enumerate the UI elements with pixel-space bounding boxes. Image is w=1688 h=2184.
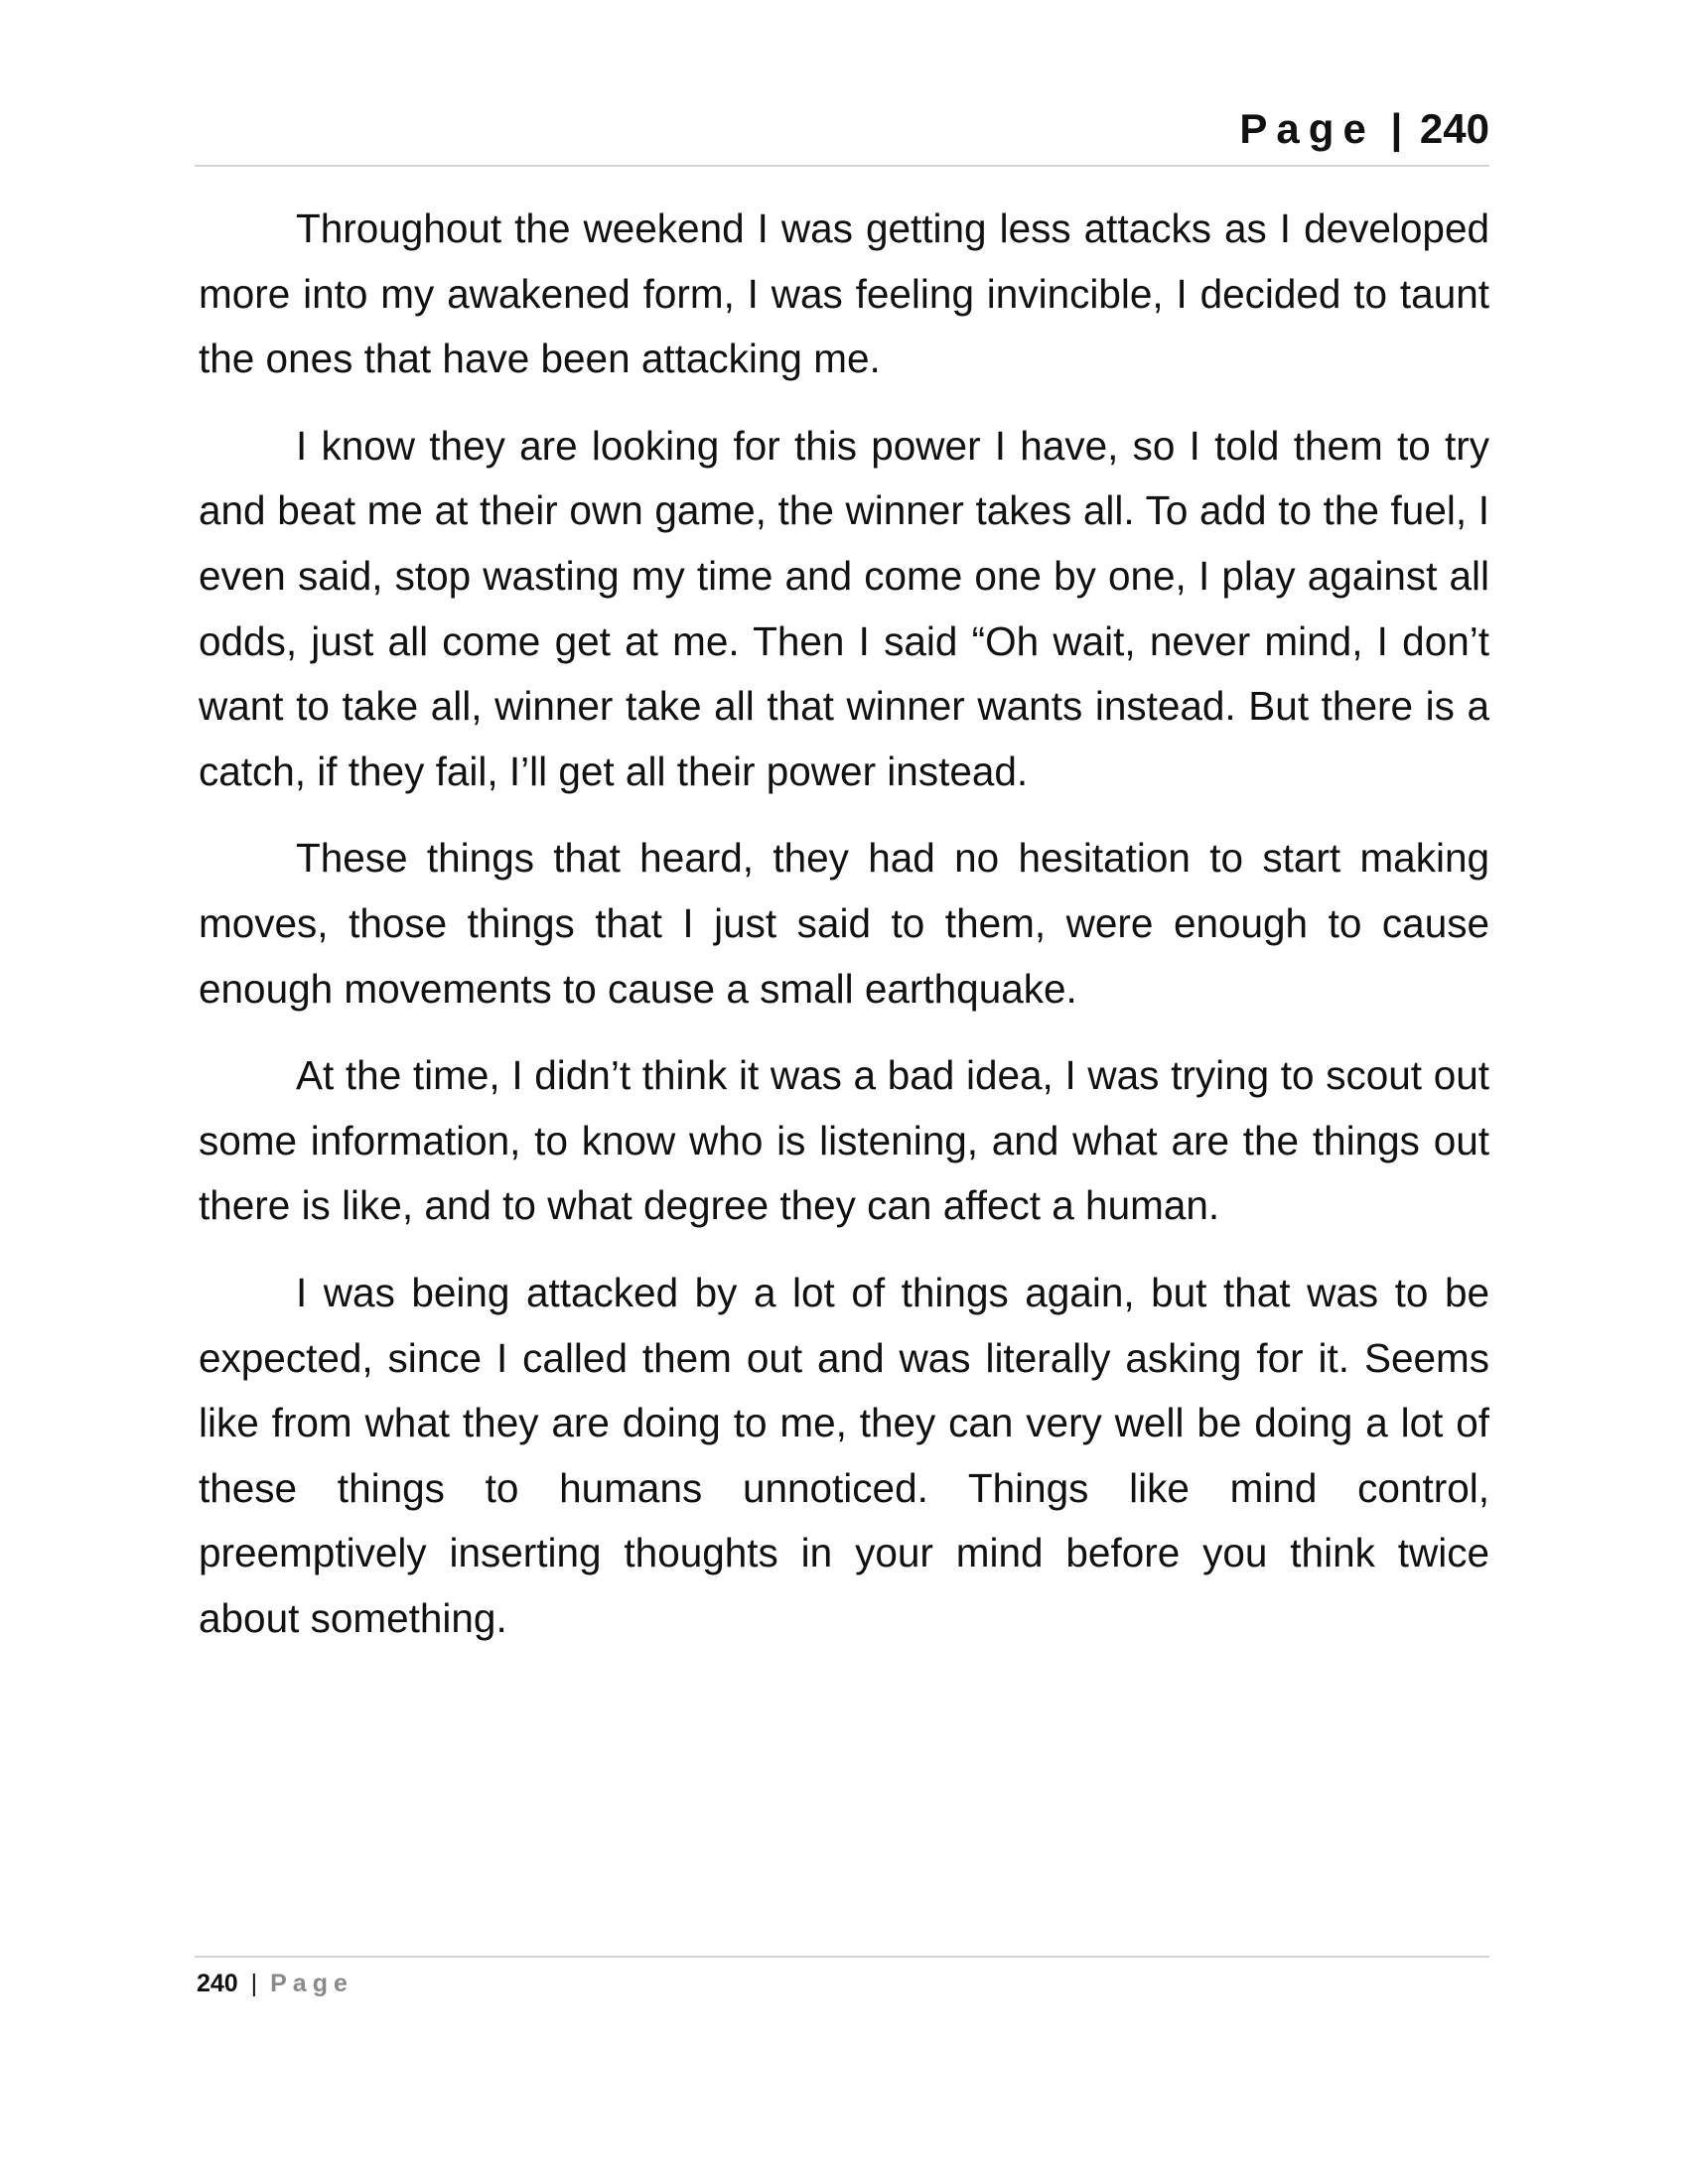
header-separator: | xyxy=(1390,105,1403,152)
paragraph-2: I know they are looking for this power I have, so I told them to try and beat me at their own game, the winner takes all. To add to the fuel, I even said, stop wasting my time and come one by one, I play against all odds, just all come get at me. Then I said “Oh wait, never mind, I don’t want to take all, winner take all that winner wants instead. But there is a catch, if they fail, I’ll get all their power instead. xyxy=(199,422,1489,794)
paragraph-3: These things that heard, they had no hesitation to start making moves, those things that I just said to them, were enough to cause enough movements to cause a small earthquake. xyxy=(199,835,1489,1012)
page-header xyxy=(195,99,1489,159)
footer-separator: | xyxy=(250,1970,258,1997)
header-divider xyxy=(195,165,1489,167)
footer-page-number: 240 xyxy=(197,1970,238,1997)
paragraph-1: Throughout the weekend I was getting less attacks as I developed more into my awakened form, I was feeling invincible, I decided to taunt the ones that have been attacking me. xyxy=(199,205,1489,382)
header-page-label: Page xyxy=(1239,105,1375,152)
body-text xyxy=(199,197,1489,1673)
paragraph-4: At the time, I didn’t think it was a bad idea, I was trying to scout out some information, to know who is listening, and what are the things out there is like, and to what degree they can affect a human. xyxy=(199,1052,1489,1229)
footer-page-label: Page xyxy=(270,1970,353,1997)
page-footer xyxy=(197,1964,353,2003)
footer-divider xyxy=(195,1956,1489,1958)
header-page-number: 240 xyxy=(1419,105,1489,152)
paragraph-5: I was being attacked by a lot of things again, but that was to be expected, since I called them out and was literally asking for it. Seems like from what they are doing to me, they can very well be doing a lot of these things to humans unnoticed. Things like mind control, preemptively inserting thoughts in your mind before you think twice about something. xyxy=(199,1269,1489,1641)
